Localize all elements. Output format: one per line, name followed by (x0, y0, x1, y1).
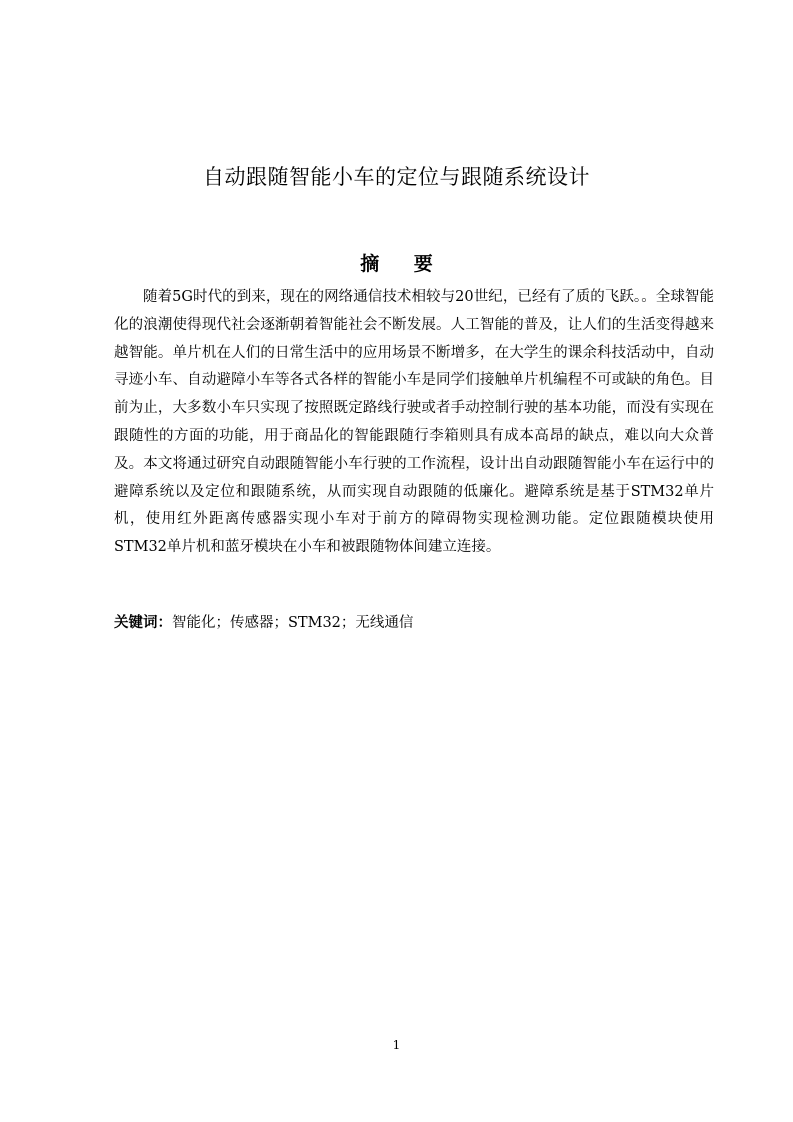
keywords-text: 智能化；传感器；STM32；无线通信 (172, 615, 414, 631)
abstract-body: 随着5G时代的到来，现在的网络通信技术相较与20世纪，已经有了质的飞跃。。全球智能化的浪潮使得现代社会逐渐朝着智能社会不断发展。人工智能的普及，让人们的生活变得越来越智能。单片机在人们的日常生活中的应用场景不断增多，在大学生的课余科技活动中，自动寻迹小车、自动避障小车等各式各样的智能小车是同学们接触单片机编程不可或缺的角色。目前为止，大多数小车只实现了按照既定路线行驶或者手动控制行驶的基本功能，而没有实现在跟随性的方面的功能，用于商品化的智能跟随行李箱则具有成本高昂的缺点，难以向大众普及。本文将通过研究自动跟随智能小车行驶的工作流程，设计出自动跟随智能小车在运行中的避障系统以及定位和跟随系统，从而实现自动跟随的低廉化。避障系统是基于STM32单片机，使用红外距离传感器实现小车对于前方的障碍物实现检测功能。定位跟随模块使用STM32单片机和蓝牙模块在小车和被跟随物体间建立连接。 (114, 289, 714, 556)
paper-title: 自动跟随智能小车的定位与跟随系统设计 (203, 165, 590, 189)
abstract-heading: 摘 要 (360, 253, 447, 275)
page-number: 1 (392, 1038, 401, 1052)
keywords-label: 关键词： (114, 615, 172, 631)
keywords-line (114, 609, 714, 637)
